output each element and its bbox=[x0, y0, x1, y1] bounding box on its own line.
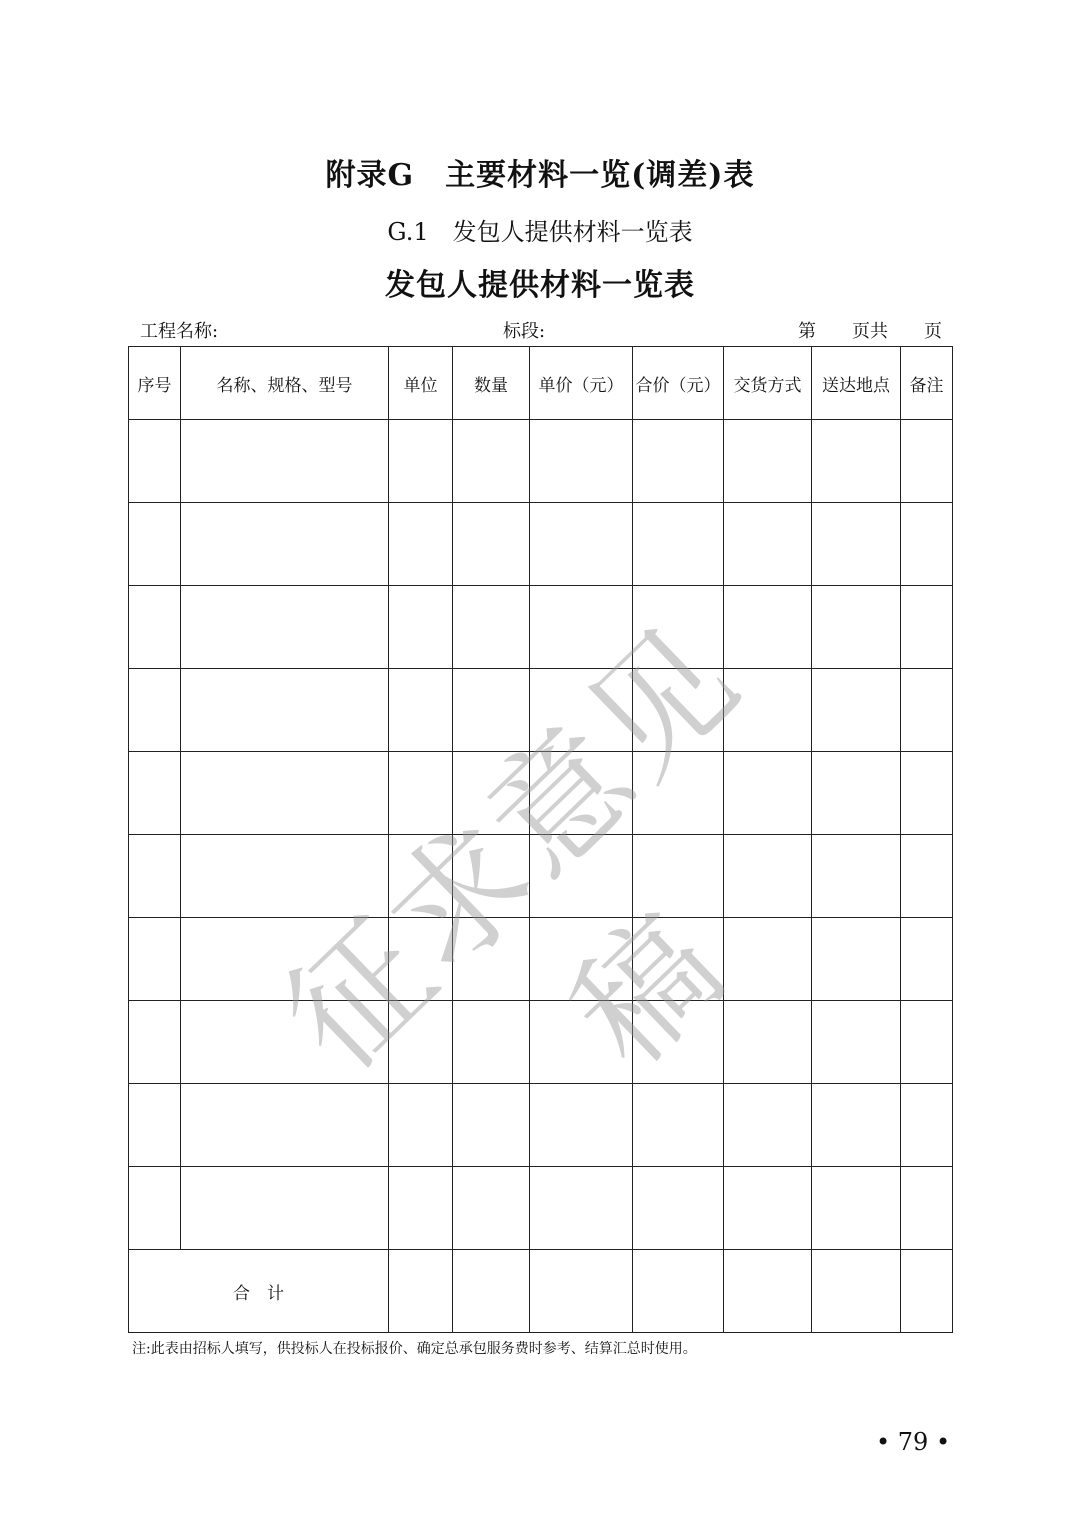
table-cell bbox=[812, 503, 901, 586]
materials-table bbox=[128, 346, 953, 1333]
project-name-label: 工程名称: bbox=[140, 321, 219, 342]
table-cell bbox=[633, 586, 724, 669]
table-cell bbox=[724, 918, 812, 1001]
table-row bbox=[129, 1084, 953, 1167]
section-label: 标段: bbox=[503, 321, 546, 342]
table-cell bbox=[633, 420, 724, 503]
table-row bbox=[129, 503, 953, 586]
table-cell bbox=[812, 420, 901, 503]
table-row bbox=[129, 1167, 953, 1250]
table-cell bbox=[389, 503, 453, 586]
header-cell-total-price: 合价（元） bbox=[633, 347, 724, 420]
table-cell bbox=[129, 1001, 181, 1084]
table-cell bbox=[181, 752, 389, 835]
table-cell bbox=[633, 1001, 724, 1084]
table-cell bbox=[530, 1084, 633, 1167]
table-cell bbox=[633, 503, 724, 586]
table-cell bbox=[633, 1250, 724, 1333]
table-header-row bbox=[129, 347, 953, 420]
table-title: 发包人提供材料一览表 bbox=[385, 268, 695, 303]
page-number: • 79 • bbox=[876, 1428, 951, 1456]
table-cell bbox=[129, 420, 181, 503]
table-cell bbox=[633, 1167, 724, 1250]
table-cell bbox=[181, 586, 389, 669]
table-cell bbox=[181, 1167, 389, 1250]
table-cell bbox=[724, 835, 812, 918]
table-row bbox=[129, 586, 953, 669]
table-row bbox=[129, 835, 953, 918]
table-cell bbox=[453, 420, 530, 503]
table-cell bbox=[129, 669, 181, 752]
table-cell bbox=[453, 669, 530, 752]
table-cell bbox=[724, 669, 812, 752]
table-cell bbox=[389, 586, 453, 669]
table-cell bbox=[129, 918, 181, 1001]
table-cell bbox=[453, 1167, 530, 1250]
table-cell bbox=[530, 1001, 633, 1084]
header-cell-index: 序号 bbox=[129, 347, 181, 420]
table-cell bbox=[530, 503, 633, 586]
table-cell bbox=[901, 752, 953, 835]
table-cell bbox=[181, 503, 389, 586]
table-cell bbox=[453, 752, 530, 835]
table-cell bbox=[389, 752, 453, 835]
appendix-title: 附录G 主要材料一览(调差)表 bbox=[325, 158, 755, 193]
total-row bbox=[129, 1250, 953, 1333]
table-cell bbox=[530, 1167, 633, 1250]
table-row bbox=[129, 1001, 953, 1084]
table-cell bbox=[129, 835, 181, 918]
table-cell bbox=[901, 1167, 953, 1250]
table-cell bbox=[530, 669, 633, 752]
table-cell bbox=[453, 503, 530, 586]
draft-watermark: 征求意见稿 bbox=[256, 597, 770, 1101]
page-count-label: 第 页共 页 bbox=[798, 321, 942, 342]
table-cell bbox=[812, 1001, 901, 1084]
section-title: G.1 发包人提供材料一览表 bbox=[387, 218, 693, 246]
table-cell bbox=[389, 669, 453, 752]
table-cell bbox=[812, 752, 901, 835]
table-cell bbox=[633, 835, 724, 918]
table-cell bbox=[812, 1084, 901, 1167]
table-cell bbox=[530, 586, 633, 669]
table-cell bbox=[724, 1167, 812, 1250]
total-label: 合 计 bbox=[129, 1250, 389, 1333]
table-cell bbox=[812, 1167, 901, 1250]
table-cell bbox=[812, 835, 901, 918]
table-row bbox=[129, 752, 953, 835]
table-cell bbox=[389, 1084, 453, 1167]
table-cell bbox=[901, 1001, 953, 1084]
table-cell bbox=[901, 420, 953, 503]
table-cell bbox=[724, 586, 812, 669]
table-cell bbox=[181, 1001, 389, 1084]
table-cell bbox=[129, 1167, 181, 1250]
table-cell bbox=[181, 918, 389, 1001]
table-cell bbox=[453, 1001, 530, 1084]
table-row bbox=[129, 918, 953, 1001]
table-cell bbox=[129, 1084, 181, 1167]
table-cell bbox=[129, 586, 181, 669]
table-cell bbox=[901, 503, 953, 586]
table-cell bbox=[901, 835, 953, 918]
table-cell bbox=[389, 918, 453, 1001]
table-cell bbox=[453, 1250, 530, 1333]
table-cell bbox=[901, 586, 953, 669]
table-cell bbox=[129, 503, 181, 586]
table-cell bbox=[181, 835, 389, 918]
table-cell bbox=[530, 420, 633, 503]
table-row bbox=[129, 420, 953, 503]
table-cell bbox=[453, 586, 530, 669]
table-cell bbox=[633, 752, 724, 835]
header-cell-delivery-method: 交货方式 bbox=[724, 347, 812, 420]
table-cell bbox=[389, 420, 453, 503]
table-cell bbox=[389, 1001, 453, 1084]
table-cell bbox=[812, 586, 901, 669]
header-cell-unit-price: 单价（元） bbox=[530, 347, 633, 420]
table-cell bbox=[181, 669, 389, 752]
table-cell bbox=[724, 1001, 812, 1084]
table-cell bbox=[812, 918, 901, 1001]
table-cell bbox=[389, 1167, 453, 1250]
table-row bbox=[129, 669, 953, 752]
table-cell bbox=[530, 918, 633, 1001]
table-cell bbox=[453, 918, 530, 1001]
table-note: 注:此表由招标人填写，供投标人在投标报价、确定总承包服务费时参考、结算汇总时使用。 bbox=[132, 1341, 697, 1357]
table-cell bbox=[530, 835, 633, 918]
table-cell bbox=[724, 1250, 812, 1333]
header-cell-unit: 单位 bbox=[389, 347, 453, 420]
table-cell bbox=[453, 1084, 530, 1167]
table-cell bbox=[812, 669, 901, 752]
header-cell-delivery-location: 送达地点 bbox=[812, 347, 901, 420]
table-cell bbox=[901, 918, 953, 1001]
table-cell bbox=[901, 669, 953, 752]
table-cell bbox=[633, 1084, 724, 1167]
table-cell bbox=[530, 752, 633, 835]
table-cell bbox=[633, 669, 724, 752]
header-cell-name-spec-model: 名称、规格、型号 bbox=[181, 347, 389, 420]
header-cell-quantity: 数量 bbox=[453, 347, 530, 420]
table-cell bbox=[181, 1084, 389, 1167]
table-cell bbox=[389, 1250, 453, 1333]
table-cell bbox=[901, 1084, 953, 1167]
table-cell bbox=[724, 752, 812, 835]
table-cell bbox=[724, 1084, 812, 1167]
table-cell bbox=[530, 1250, 633, 1333]
table-cell bbox=[453, 835, 530, 918]
table-cell bbox=[724, 420, 812, 503]
table-cell bbox=[812, 1250, 901, 1333]
header-cell-remarks: 备注 bbox=[901, 347, 953, 420]
table-cell bbox=[633, 918, 724, 1001]
table-cell bbox=[129, 752, 181, 835]
table-cell bbox=[724, 503, 812, 586]
table-cell bbox=[901, 1250, 953, 1333]
table-cell bbox=[181, 420, 389, 503]
table-cell bbox=[389, 835, 453, 918]
